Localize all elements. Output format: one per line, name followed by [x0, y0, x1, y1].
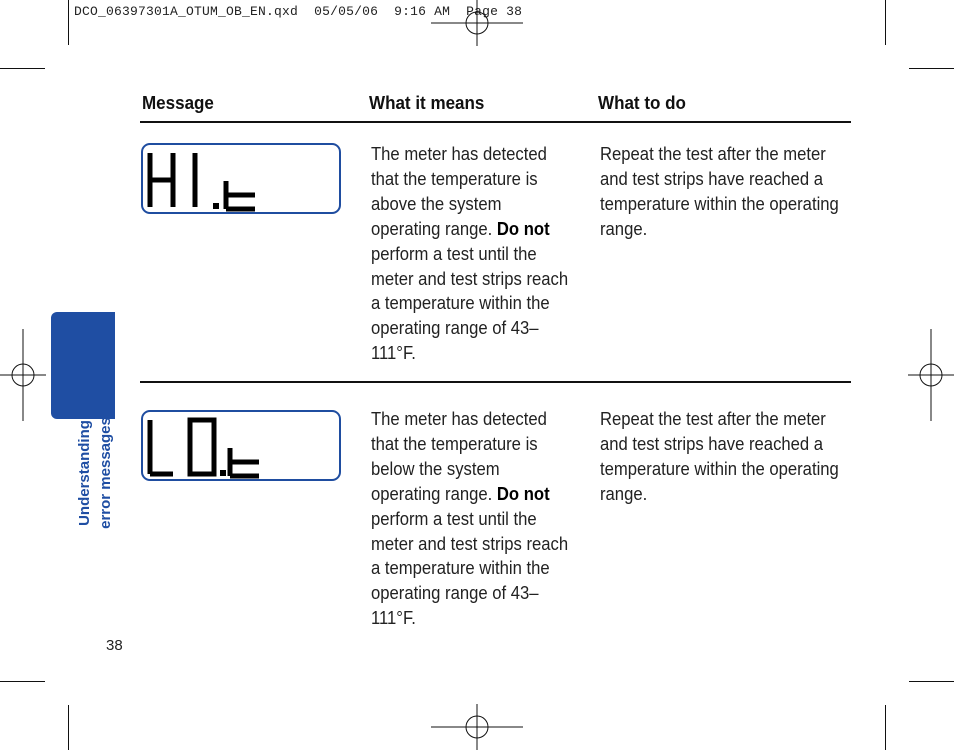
row1-meaning-text: The meter has detected that the temperature is above the system operating range. [371, 143, 547, 239]
row1-action: Repeat the test after the meter and test strips have reached a temperature within the operating range. [600, 143, 839, 239]
registration-mark-bottom [431, 704, 523, 750]
section-label-line2: error messages [97, 417, 114, 529]
page-number: 38 [106, 637, 123, 654]
registration-mark-top [431, 0, 523, 46]
slug-date: 05/05/06 [314, 4, 379, 19]
row1-meaning-rest: perform a test until the meter and test strips reach a temperature within the operating range of 43–111°F. [371, 242, 569, 364]
row1-meaning [371, 142, 569, 366]
crop-mark [0, 681, 45, 682]
lcd-lo-t-glyphs [143, 412, 339, 479]
registration-mark-left [0, 329, 46, 421]
crop-mark [885, 705, 886, 750]
row2-action: Repeat the test after the meter and test strips have reached a temperature within the operating range. [600, 408, 839, 504]
row-divider [140, 381, 851, 383]
header-what-to-do: What to do [598, 92, 686, 113]
row2-meaning [371, 407, 569, 631]
header-what-it-means: What it means [369, 92, 485, 113]
row2-meaning-rest: perform a test until the meter and test strips reach a temperature within the operating range of 43–111°F. [371, 507, 569, 629]
crop-mark [68, 0, 69, 45]
section-label [74, 393, 116, 553]
lcd-hi-t-glyphs [143, 145, 339, 212]
row2-meaning-bold: Do not [496, 482, 550, 504]
lcd-display-hi-t [141, 143, 341, 214]
row2-meaning-text: The meter has detected that the temperature is below the system operating range. [371, 408, 547, 504]
registration-mark-right [908, 329, 954, 421]
slug-time: 9:16 AM [394, 4, 451, 19]
crop-mark [909, 68, 954, 69]
header-message: Message [142, 92, 214, 113]
crop-mark [0, 68, 45, 69]
crop-mark [885, 0, 886, 45]
slug-filename: DCO_06397301A_OTUM_OB_EN.qxd [74, 4, 299, 19]
crop-mark [68, 705, 69, 750]
section-label-line1: Understanding [76, 420, 93, 526]
crop-mark [909, 681, 954, 682]
header-rule [140, 121, 851, 123]
slug-page: Page 38 [466, 4, 523, 19]
row1-meaning-bold: Do not [496, 217, 550, 239]
lcd-display-lo-t [141, 410, 341, 481]
